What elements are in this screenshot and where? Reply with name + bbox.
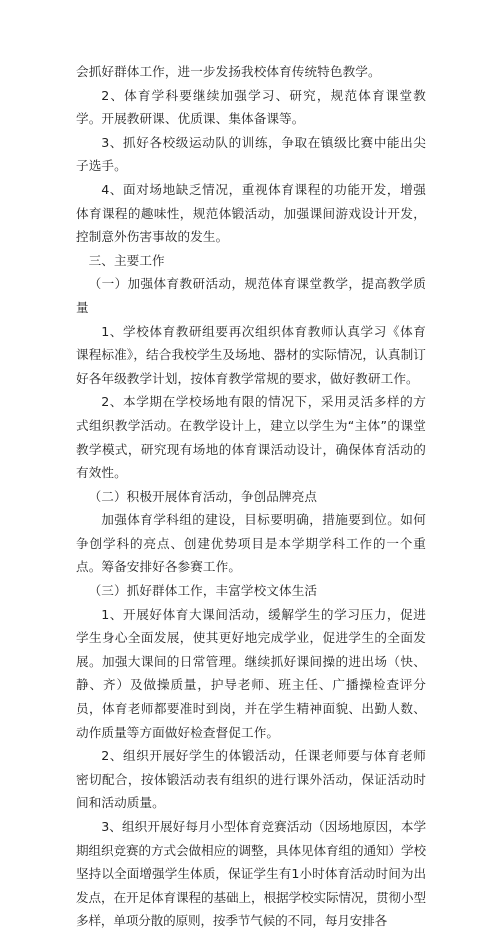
paragraph-teaching-1: 1、学校体育教研组要再次组织体育教师认真学习《体育课程标准》，结合我校学生及场地、器材的实际情况，认真制订好各年级教学计划，按体育教学常规的要求，做好教研工作。 [76,323,426,386]
paragraph-brand: 加强体育学科组的建设，目标要明确，措施要到位。如何争创学科的亮点、创建优势项目是本学期学科工作的一个重点。筹备安排好各参赛工作。 [76,512,426,575]
subsection-heading-3: （三）抓好群体工作，丰富学校文体生活 [88,583,318,599]
paragraph-goal-3: 3、抓好各校级运动队的训练，争取在镇级比赛中能出尖子选手。 [76,134,426,174]
paragraph-group-3: 3、组织开展好每月小型体育竞赛活动（因场地原因，本学期组织竞赛的方式会做相应的调整，具体见体育组的通知）学校坚持以全面增强学生体质，保证学生有1小时体育活动时间为出发点，在开足体育课程的基础上，根据学校实际情况，贯彻小型多样，单项分散的原则，按季节气候的不同，每月安排各 [76,819,426,929]
paragraph-teaching-2: 2、本学期在学校场地有限的情况下，采用灵活多样的方式组织教学活动。在教学设计上，建立以学生为“主体”的课堂教学模式，研究现有场地的体育课活动设计，确保体育活动的有效性。 [76,394,426,481]
paragraph-continuation: 会抓好群体工作，进一步发扬我校体育传统特色教学。 [76,64,381,79]
paragraph-group-1: 1、开展好体育大课间活动，缓解学生的学习压力，促进学生身心全面发展，使其更好地完成学业，促进学生的全面发展。加强大课间的日常管理。继续抓好课间操的进出场（快、静、齐）及做操质量，护导老师、班主任、广播操检查评分员，体育老师都要准时到岗，并在学生精神面貌、出勤人数、动作质量等方面做好检查督促工作。 [76,606,426,740]
subsection-heading-2: （二）积极开展体育活动，争创品牌亮点 [88,488,318,504]
paragraph-goal-4: 4、面对场地缺乏情况，重视体育课程的功能开发，增强体育课程的趣味性，规范体锻活动，加强课间游戏设计开发，控制意外伤害事故的发生。 [76,181,426,245]
paragraph-group-2: 2、组织开展好学生的体锻活动，任课老师要与体育老师密切配合，按体锻活动表有组织的进行课外活动，保证活动时间和活动质量。 [76,748,426,811]
section-heading-main-work: 三、主要工作 [88,252,165,268]
subsection-heading-1: （一）加强体育教研活动，规范体育课堂教学，提高教学质量 [76,276,426,315]
paragraph-goal-2: 2、体育学科要继续加强学习、研究，规范体育课堂教学。开展教研课、优质课、集体备课等。 [76,87,426,127]
